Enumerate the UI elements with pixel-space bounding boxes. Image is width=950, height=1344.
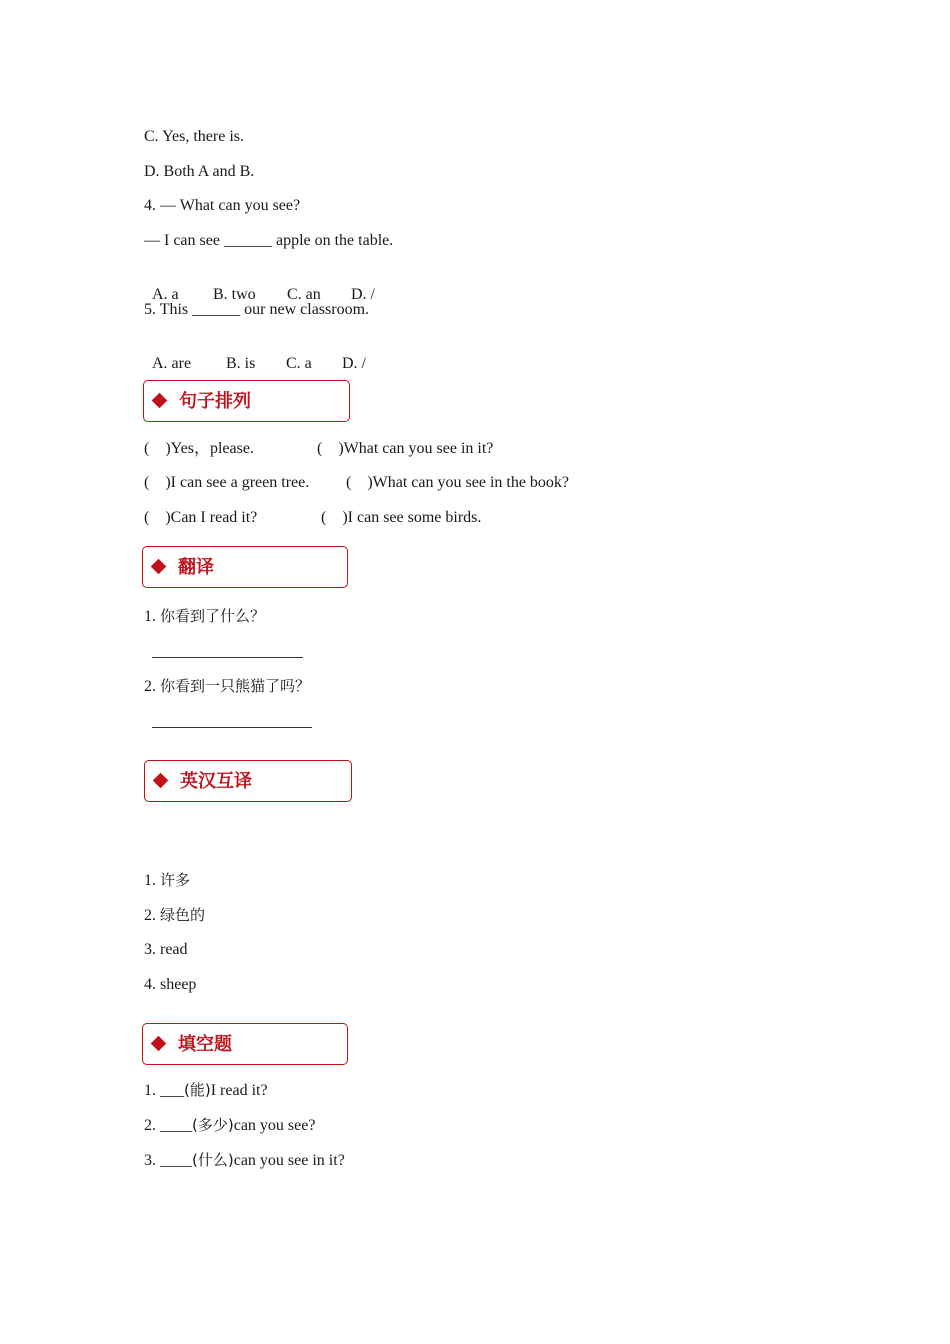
fill-item-3-hint: (什么) [192,1151,234,1169]
q4-options [144,265,375,305]
en-cn-item-1 [144,870,190,891]
fill-item-2-rest: can you see? [233,1117,316,1134]
section-header-arrange [143,380,350,422]
fill-item-2-hint: (多少) [192,1116,234,1134]
q3-option-d: D. Both A and B. [144,163,255,180]
q5-option-a: A. are [152,355,192,372]
arrange-row-2-left: ( )I can see a green tree. [144,474,310,491]
fill-item-2 [144,1115,315,1136]
en-cn-item-3-text: read [160,941,188,958]
diamond-icon [151,559,167,575]
arrange-row-3-left: ( )Can I read it? [144,509,258,526]
section-header-translate [142,546,348,588]
section-title-fill: 填空题 [178,1034,232,1055]
diamond-icon [151,1036,167,1052]
diamond-icon [153,773,169,789]
fill-item-2-blank: ____ [160,1117,192,1134]
fill-item-3-num: 3. [144,1152,160,1169]
q5-option-c: C. a [286,355,312,372]
section-header-fill [142,1023,348,1065]
translate-answer-line-2 [152,727,312,728]
fill-item-1-hint: (能) [184,1081,211,1099]
en-cn-item-2-text: 绿色的 [160,906,206,924]
en-cn-item-2-num: 2. [144,907,160,924]
q4-option-c: C. an [287,286,321,303]
q5-options [144,334,366,374]
en-cn-item-4-num: 4. [144,976,160,993]
translate-item-1-num: 1. [144,608,160,625]
section-title-arrange: 句子排列 [179,391,251,412]
fill-item-3 [144,1150,345,1171]
en-cn-item-3 [144,940,188,960]
fill-item-1-rest: I read it? [210,1082,268,1099]
translate-item-2 [144,676,310,697]
translate-item-2-text: 你看到一只熊猫了吗？ [160,677,311,695]
q4-option-d: D. / [351,286,375,303]
q5-option-b: B. is [226,355,256,372]
q5-question: 5. This ______ our new classroom. [144,301,370,318]
q4-answer-line: — I can see ______ apple on the table. [144,232,394,249]
q4-option-a: A. a [152,286,179,303]
fill-item-3-blank: ____ [160,1152,192,1169]
q4-question: 4. — What can you see? [144,197,301,214]
fill-item-1-num: 1. [144,1082,160,1099]
en-cn-item-1-num: 1. [144,872,160,889]
translate-item-1-text: 你看到了什么？ [160,607,266,625]
fill-item-1-blank: ___ [160,1082,184,1099]
arrange-row-2-right: ( )What can you see in the book? [346,474,570,491]
section-header-en-cn [144,760,352,802]
section-title-translate: 翻译 [178,557,214,578]
translate-item-1 [144,606,265,627]
arrange-row-1-right: ( )What can you see in it? [317,440,494,457]
en-cn-item-2 [144,905,205,926]
fill-item-1 [144,1080,268,1101]
translate-item-2-num: 2. [144,678,160,695]
translate-answer-line-1 [152,657,303,658]
arrange-row-1-left: ( )Yes，please. [144,440,254,457]
q3-option-c: C. Yes, there is. [144,128,245,145]
fill-item-2-num: 2. [144,1117,160,1134]
section-title-en-cn: 英汉互译 [180,771,252,792]
diamond-icon [152,393,168,409]
en-cn-item-4 [144,975,196,995]
arrange-row-3-right: ( )I can see some birds. [321,509,482,526]
en-cn-item-3-num: 3. [144,941,160,958]
en-cn-item-4-text: sheep [160,976,197,993]
q4-option-b: B. two [213,286,256,303]
q5-option-d: D. / [342,355,366,372]
en-cn-item-1-text: 许多 [160,871,191,889]
fill-item-3-rest: can you see in it? [233,1152,345,1169]
